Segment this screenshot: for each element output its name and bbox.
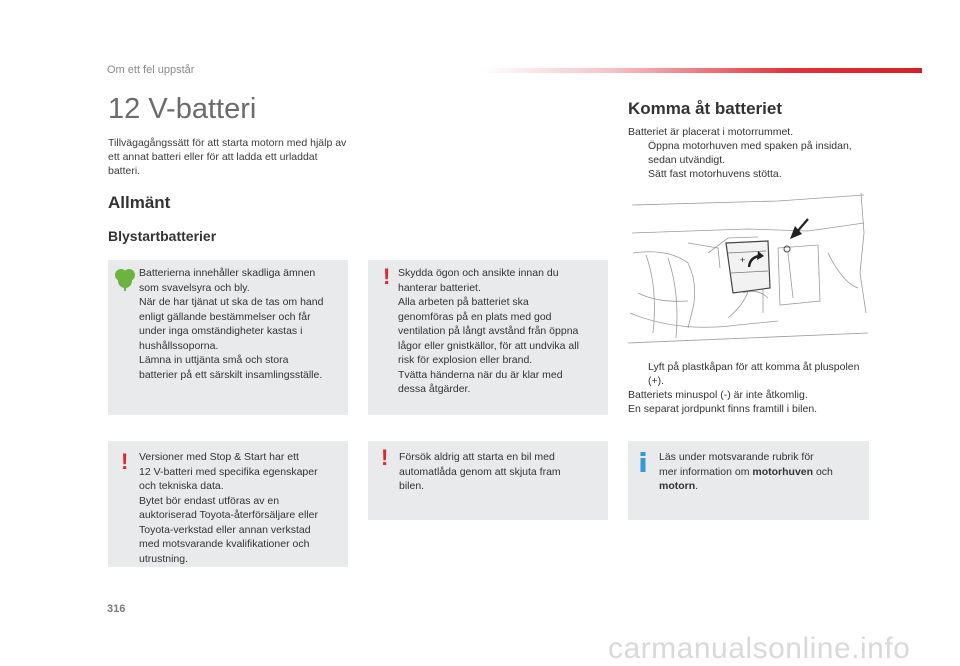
access-step-3: Lyft på plastkåpan för att komma åt pluspolen (+).	[648, 361, 860, 387]
push-start-warning-box	[368, 441, 608, 520]
access-notes	[628, 360, 868, 416]
link-engine: motorn	[659, 480, 696, 492]
info-box	[628, 441, 869, 520]
access-step-1: Öppna motorhuven med spaken på insidan, sedan utvändigt.	[648, 140, 852, 166]
page-number: 316	[107, 603, 126, 615]
stop-start-warning-text: Versioner med Stop & Start har ett 12 V-batteri med specifika egenskaper och tekniska data. Bytet bör endast utföras av en auktoriserad Toyota-återförsäljare eller Toyota-verkstad eller annan verkstad med motsvarande kvalifikationer och utrustning.	[139, 451, 318, 565]
warning-icon: !	[121, 449, 129, 474]
warning-icon: !	[381, 445, 389, 470]
protection-warning-box	[368, 260, 608, 415]
access-heading: Komma åt batteriet	[628, 99, 782, 118]
protection-warning-text: Skydda ögon och ansikte innan du hanterar batteriet. Alla arbeten på batteriet ska genomföras på en plats med god ventilation på långt avstånd från öppna lågor eller gnistkällor, för att undvika all risk för explosion eller brand. Tvätta händerna när du är klar med dessa åtgärder.	[398, 267, 579, 395]
access-steps	[628, 125, 868, 181]
info-text: Läs under motsvarande rubrik för mer information om motorhuven och motorn.	[659, 451, 833, 492]
access-intro-line: Batteriet är placerat i motorrummet.	[628, 126, 794, 138]
warning-icon: !	[383, 264, 391, 289]
info-icon	[639, 452, 647, 472]
general-heading: Allmänt	[108, 193, 171, 212]
link-hood: motorhuven	[752, 465, 814, 478]
stop-start-warning-box	[108, 441, 348, 567]
battery-location-illustration	[628, 193, 869, 346]
watermark: carmanualsonline.info	[608, 632, 911, 665]
section-label: Om ett fel uppstår	[107, 64, 195, 76]
negative-terminal-note: Batteriets minuspol (-) är inte åtkomlig.	[628, 389, 808, 401]
page-title: 12 V-batteri	[108, 93, 257, 125]
push-start-warning-text: Försök aldrig att starta en bil med automatlåda genom att skjuta fram bilen.	[399, 451, 561, 492]
intro-text: Tillvägagångssätt för att starta motorn med hjälp av ett annat batteri eller för att ladda ett urladdat batteri.	[108, 137, 347, 177]
recycle-note-text: Batterierna innehåller skadliga ämnen som svavelsyra och bly. När de har tjänat ut ska de tas om hand enligt gällande bestämmelser och får under inga omständigheter kastas i hushållssoporna. Lämna in uttjänta små och stora batterier på ett särskilt insamlingsställe.	[139, 267, 324, 381]
recycle-icon	[114, 268, 136, 292]
access-step-2: Sätt fast motorhuvens stötta.	[648, 168, 782, 180]
jump-battery-heading: Blystartbatterier	[108, 228, 217, 244]
plus-terminal-label: +	[740, 255, 746, 265]
ground-point-note: En separat jordpunkt finns framtill i bilen.	[628, 403, 818, 415]
header-accent-bar	[480, 68, 922, 73]
battery-cover	[726, 241, 770, 293]
recycle-note-box	[108, 260, 348, 415]
